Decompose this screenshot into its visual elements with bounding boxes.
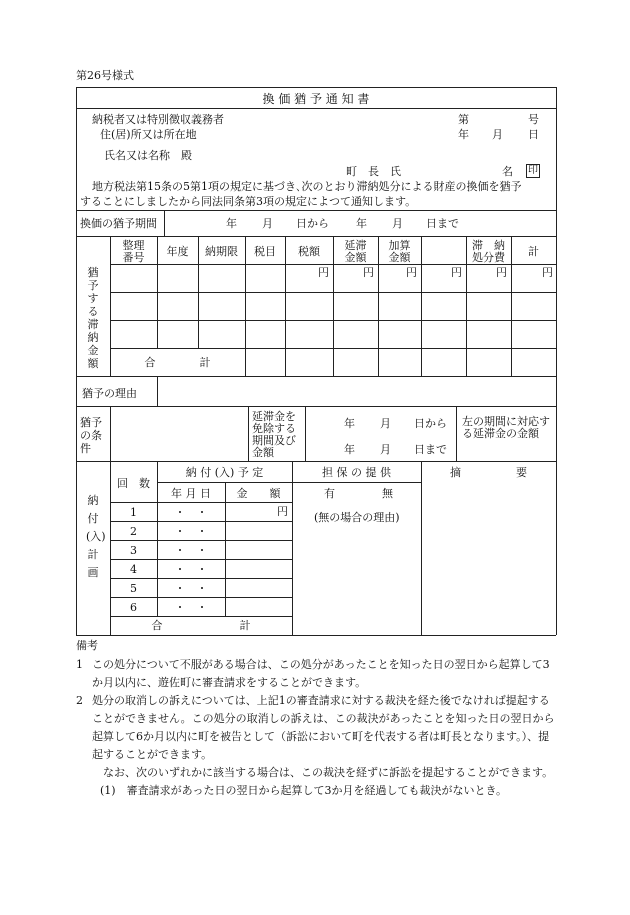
address-label: 住(居)所又は所在地 bbox=[100, 128, 197, 141]
name-label: 氏名又は名称 殿 bbox=[104, 149, 192, 162]
summary-label: 摘 要 bbox=[450, 466, 527, 479]
note-item-1-number: 1 bbox=[76, 658, 83, 671]
col-tainou-1: 滞 納 bbox=[472, 239, 505, 252]
period-year2: 年 bbox=[356, 217, 367, 230]
note-item-1 bbox=[76, 656, 556, 692]
plan-side-label: 納付(入)計画 bbox=[86, 494, 106, 579]
notice-text-line1: 地方税法第15条の5第1項の規定に基づき､次のとおり滞納処分による財産の換価を猶予 bbox=[92, 180, 522, 193]
seal-stamp: 印 bbox=[528, 165, 538, 176]
reason-label: 猶予の理由 bbox=[82, 387, 137, 400]
mayor-label: 町 長 氏 bbox=[346, 165, 401, 178]
col-zeimoku: 税目 bbox=[254, 245, 276, 258]
plan-dots-2: ・ ・ bbox=[174, 525, 208, 538]
yen-blank: 円 bbox=[451, 266, 462, 279]
note-sub-1: (1) 審査請求があった日の翌日から起算して3か月を経過しても裁決がないとき。 bbox=[100, 784, 508, 797]
notes-block bbox=[76, 656, 556, 800]
exempt-label: 延滞金を免除する期間及び金額 bbox=[252, 410, 296, 459]
cond-right-text: 左の期間に対応する延滞金の金額 bbox=[462, 415, 550, 440]
col-entai-2: 金額 bbox=[344, 251, 367, 264]
plan-date-label: 年 月 日 bbox=[171, 487, 211, 500]
plan-dots-6: ・ ・ bbox=[174, 601, 208, 614]
date-year: 年 bbox=[458, 128, 469, 141]
yen-entai: 円 bbox=[363, 266, 374, 279]
plan-row-6: 6 bbox=[130, 601, 137, 614]
cond-year2: 年 bbox=[344, 443, 355, 456]
col-kasan-2: 金額 bbox=[388, 251, 411, 264]
period-until: 日まで bbox=[426, 217, 459, 230]
plan-count-label: 回 数 bbox=[117, 477, 150, 490]
amount-total-label: 合 計 bbox=[144, 356, 211, 369]
plan-yen: 円 bbox=[277, 505, 288, 518]
payment-plan-label: 納 付 (入) 予 定 bbox=[185, 466, 264, 479]
col-tainou-2: 処分費 bbox=[472, 251, 505, 264]
col-kasan-1: 加算 bbox=[388, 239, 411, 252]
note-item-2-continuation: なお、次のいずれかに該当する場合は、この裁決を経ずに訴訟を提起することができます。 bbox=[103, 766, 554, 779]
collateral-yes: 有 bbox=[324, 487, 335, 500]
plan-dots-1: ・ ・ bbox=[174, 506, 208, 519]
col-zeigaku: 税額 bbox=[298, 245, 320, 258]
conditions-side-label: 猶予の条件 bbox=[80, 416, 102, 455]
plan-row-5: 5 bbox=[130, 582, 137, 595]
form-number-label: 第26号様式 bbox=[76, 69, 134, 82]
amount-side-label: 猶予する滞納金額 bbox=[87, 266, 99, 370]
collateral-no: 無 bbox=[382, 487, 393, 500]
notice-text-line2: することにしましたから同法同条第3項の規定によつて通知します。 bbox=[80, 195, 417, 208]
cond-month2: 月 bbox=[380, 443, 391, 456]
yen-kei: 円 bbox=[542, 266, 553, 279]
plan-dots-5: ・ ・ bbox=[174, 582, 208, 595]
col-kei: 計 bbox=[528, 245, 539, 258]
note-item-1-text: この処分について不服がある場合は、この処分があったことを知った日の翌日から起算して3か月以内に、遊佐町に審査請求をすることができます。 bbox=[92, 658, 550, 689]
date-day: 日 bbox=[528, 128, 539, 141]
cond-month1: 月 bbox=[380, 417, 391, 430]
note-item-2-number: 2 bbox=[76, 694, 83, 707]
date-month: 月 bbox=[492, 128, 503, 141]
plan-row-4: 4 bbox=[130, 563, 137, 576]
taxpayer-label: 納税者又は特別徴収義務者 bbox=[92, 113, 224, 126]
note-item-2 bbox=[76, 692, 556, 764]
number-prefix: 第 bbox=[458, 113, 469, 126]
col-seiri: 整理 bbox=[122, 239, 145, 252]
document-title: 換 価 猶 予 通 知 書 bbox=[262, 92, 370, 106]
plan-dots-4: ・ ・ bbox=[174, 563, 208, 576]
cond-from: 日から bbox=[414, 417, 447, 430]
none-reason-label: (無の場合の理由) bbox=[314, 511, 400, 524]
col-entai-1: 延滞 bbox=[344, 239, 367, 252]
plan-dots-3: ・ ・ bbox=[174, 544, 208, 557]
period-from: 日から bbox=[296, 217, 329, 230]
collateral-label: 担 保 の 提 供 bbox=[322, 466, 391, 479]
plan-row-3: 3 bbox=[130, 544, 137, 557]
frame-left bbox=[76, 87, 77, 635]
period-year1: 年 bbox=[226, 217, 237, 230]
plan-row-2: 2 bbox=[130, 525, 137, 538]
notes-heading: 備考 bbox=[76, 639, 98, 652]
col-nokigen: 納期限 bbox=[205, 245, 238, 258]
period-month2: 月 bbox=[392, 217, 403, 230]
period-month1: 月 bbox=[262, 217, 273, 230]
yen-zeigaku: 円 bbox=[318, 266, 329, 279]
cond-year1: 年 bbox=[344, 417, 355, 430]
plan-total-label: 合 計 bbox=[151, 619, 251, 632]
yen-kasan: 円 bbox=[406, 266, 417, 279]
note-item-2-text: 処分の取消しの訴えについては、上記1の審査請求に対する裁決を経た後でなければ提起することができません。この処分の取消しの訴えは、この裁決があったことを知った日の翌日から起算して6か月以内に町を被告として（訴訟において町を代表する者は町長となります。）、提起することができます。 bbox=[92, 694, 555, 761]
col-nendo: 年度 bbox=[166, 245, 189, 258]
plan-amount-label: 金 額 bbox=[236, 487, 281, 500]
col-bango: 番号 bbox=[122, 251, 145, 264]
frame-top bbox=[76, 87, 556, 88]
yen-tainou: 円 bbox=[496, 266, 507, 279]
number-suffix: 号 bbox=[528, 113, 539, 126]
period-label: 換価の猶予期間 bbox=[80, 217, 157, 230]
cond-until: 日まで bbox=[414, 443, 447, 456]
plan-row-1: 1 bbox=[130, 506, 137, 519]
mayor-name-char: 名 bbox=[502, 165, 513, 178]
frame-right bbox=[556, 87, 557, 635]
